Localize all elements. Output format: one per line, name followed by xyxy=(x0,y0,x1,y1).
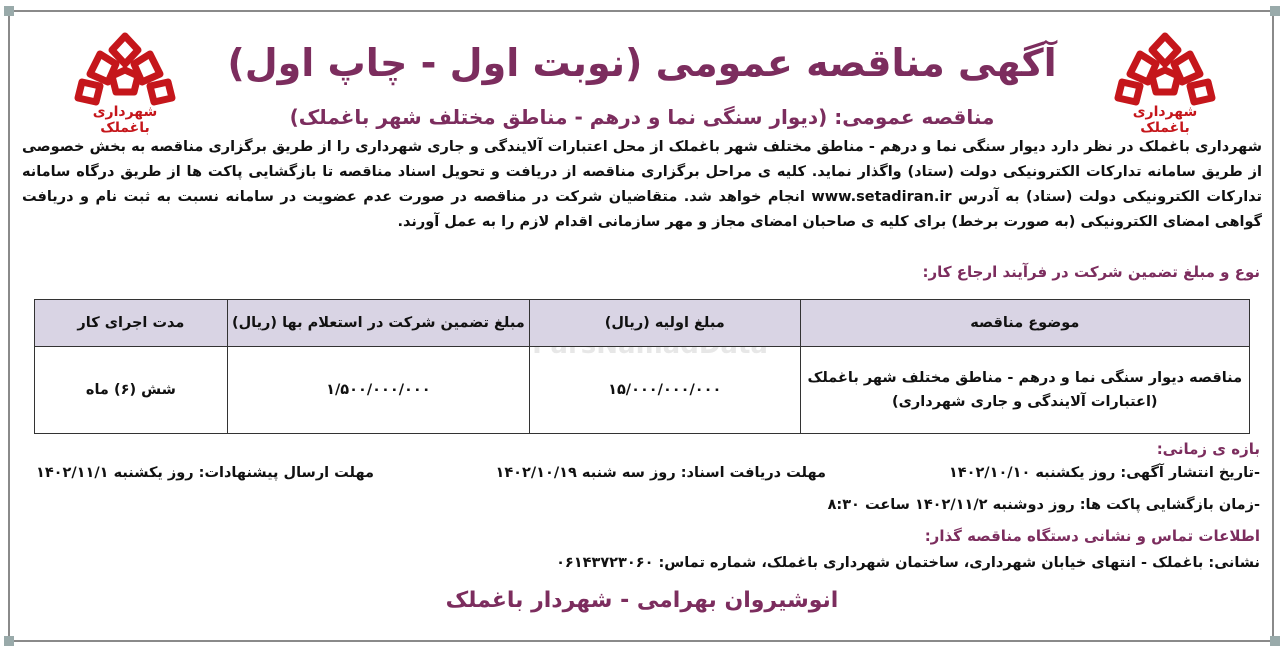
cell-guarantee-amount: ۱/۵۰۰/۰۰۰/۰۰۰ xyxy=(227,347,529,434)
col-initial-amount: مبلغ اولیه (ریال) xyxy=(529,300,800,347)
col-duration: مدت اجرای کار xyxy=(35,300,228,347)
notice-title: آگهی مناقصه عمومی (نوبت اول - چاپ اول) xyxy=(227,41,1057,85)
flower-logo-icon xyxy=(1110,30,1220,110)
flower-logo-icon xyxy=(70,30,180,110)
frame-corner xyxy=(4,6,14,16)
contact-address: نشانی: باغملک - انتهای خیابان شهرداری، ساختمان شهرداری باغملک، شماره تماس: ۰۶۱۴۳۷۲۳۰۶۰ xyxy=(556,555,1260,571)
subject-line: (اعتبارات آلایندگی و جاری شهرداری) xyxy=(892,394,1158,410)
tender-table xyxy=(34,299,1250,434)
notice-subtitle: مناقصه عمومی: (دیوار سنگی نما و درهم - مناطق مختلف شهر باغملک) xyxy=(289,105,995,129)
municipality-logo-right xyxy=(1110,30,1220,136)
proposal-deadline: مهلت ارسال پیشنهادات: روز یکشنبه ۱۴۰۲/۱۱/۱ xyxy=(35,465,374,481)
col-guarantee-amount: مبلغ تضمین شرکت در استعلام بها (ریال) xyxy=(227,300,529,347)
frame-corner xyxy=(1270,6,1280,16)
table-header-row xyxy=(35,300,1250,347)
logo-text: شهرداری باغملک xyxy=(92,104,158,136)
opening-time: -زمان بازگشایی پاکت ها: روز دوشنبه ۱۴۰۲/۱۱/۲ ساعت ۸:۳۰ xyxy=(827,497,1260,513)
guarantee-heading: نوع و مبلغ تضمین شرکت در فرآیند ارجاع کار: xyxy=(922,263,1260,281)
subject-line: مناقصه دیوار سنگی نما و درهم - مناطق مختلف شهر باغملک xyxy=(807,370,1243,386)
cell-subject xyxy=(800,347,1249,434)
logo-text: شهرداری باغملک xyxy=(1132,104,1198,136)
publish-date: -تاریخ انتشار آگهی: روز یکشنبه ۱۴۰۲/۱۰/۱۰ xyxy=(948,465,1260,481)
municipality-logo-left xyxy=(70,30,180,136)
cell-duration: شش (۶) ماه xyxy=(35,347,228,434)
cell-initial-amount: ۱۵/۰۰۰/۰۰۰/۰۰۰ xyxy=(529,347,800,434)
frame-corner xyxy=(4,636,14,646)
notice-body: شهرداری باغملک در نظر دارد دیوار سنگی نما و درهم - مناطق مختلف شهر باغملک از محل اعتبارات آلایندگی و جاری شهرداری را از طریق برگزاری مناقصه به بخش خصوصی از طریق سامانه تدارکات الکترونیکی دولت (ستاد) واگذار نماید. کلیه ی مراحل برگزاری مناقصه از دریافت و تحویل اسناد مناقصه تا بازگشایی پاکت ها از طریق درگاه سامانه تدارکات الکترونیکی دولت (ستاد) به آدرس www.setadiran.ir انجام خواهد شد. متقاضیان شرکت در مناقصه در صورت عدم عضویت در سامانه نسبت به ثبت نام و دریافت گواهی امضای الکترونیکی (به صورت برخط) برای کلیه ی صاحبان امضای مجاز و مهر سازمانی اقدام لازم را به عمل آورند. xyxy=(22,139,1262,230)
contact-heading: اطلاعات تماس و نشانی دستگاه مناقصه گذار: xyxy=(924,527,1260,545)
mayor-signature: انوشیروان بهرامی - شهردار باغملک xyxy=(445,588,839,613)
col-subject: موضوع مناقصه xyxy=(800,300,1249,347)
frame-corner xyxy=(1270,636,1280,646)
table-row xyxy=(35,347,1250,434)
schedule-heading: بازه ی زمانی: xyxy=(1156,440,1260,458)
document-deadline: مهلت دریافت اسناد: روز سه شنبه ۱۴۰۲/۱۰/۱۹ xyxy=(495,465,826,481)
